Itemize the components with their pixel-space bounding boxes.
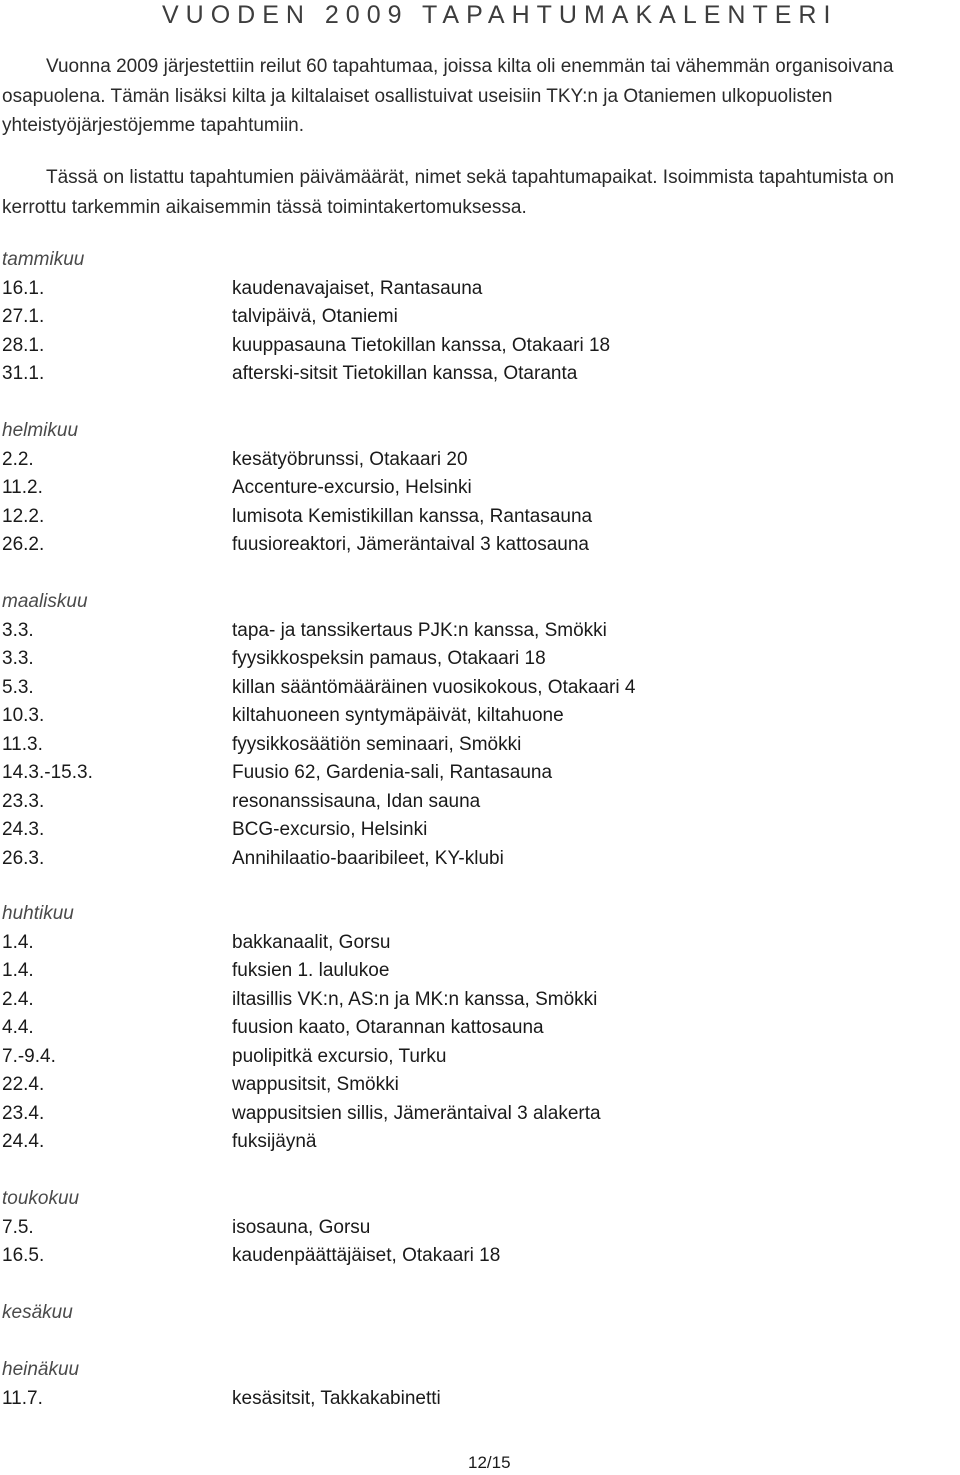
event-row [2,1385,952,1414]
event-row [2,986,952,1015]
event-description: Fuusio 62, Gardenia-sali, Rantasauna [232,762,553,783]
month-heading: maaliskuu [2,591,88,612]
month-heading: toukokuu [2,1188,80,1209]
event-date: 28.1. [2,334,45,356]
event-date: 27.1. [2,306,45,327]
event-row [2,446,952,475]
event-row [2,360,952,389]
event-description: resonanssisauna, Idan sauna [232,790,481,812]
event-description: wappusitsien sillis, Jämeräntaival 3 alakerta [232,1102,601,1124]
event-description: fuusion kaato, Otarannan kattosauna [232,1017,544,1038]
event-row [2,332,952,361]
event-row [2,474,952,503]
event-row [2,731,952,760]
event-date: 26.2. [2,534,45,555]
event-row [2,531,952,560]
event-row [2,816,952,845]
event-date: 3.3. [2,619,34,641]
event-description: kuuppasauna Tietokillan kanssa, Otakaari 18 [232,334,611,356]
event-date: 11.7. [2,1387,43,1409]
event-row [2,957,952,986]
event-row [2,788,952,817]
month-heading: kesäkuu [2,1302,73,1323]
event-description: fuusioreaktori, Jämeräntaival 3 kattosauna [232,534,589,555]
event-description: fyysikkosäätiön seminaari, Smökki [232,733,522,755]
event-date: 16.1. [2,277,45,299]
month-section [2,417,952,560]
event-row [2,303,952,332]
event-date: 3.3. [2,648,34,669]
event-row [2,645,952,674]
event-description: wappusitsit, Smökki [232,1074,399,1095]
event-row [2,759,952,788]
event-row [2,845,952,874]
event-row [2,1128,952,1157]
event-row [2,1100,952,1129]
event-description: iltasillis VK:n, AS:n ja MK:n kanssa, Smökki [232,988,598,1010]
event-description: kesäsitsit, Takkakabinetti [232,1387,441,1409]
event-row [2,1043,952,1072]
event-description: Accenture-excursio, Helsinki [232,477,472,498]
intro-paragraph: Vuonna 2009 järjestettiin reilut 60 tapahtumaa, joissa kilta oli enemmän tai vähemmän organisoivana osapuolena. Tämän lisäksi kilta ja kiltalaiset osallistuivat useisiin TKY:n ja Otaniemen ulkopuolisten yhteistyöjärjestöjemme tapahtumiin. [2,56,894,136]
event-description: bakkanaalit, Gorsu [232,931,391,953]
event-row [2,1014,952,1043]
event-date: 22.4. [2,1074,45,1095]
month-heading: heinäkuu [2,1359,80,1380]
event-description: kiltahuoneen syntymäpäivät, kiltahuone [232,705,564,726]
event-description: kesätyöbrunssi, Otakaari 20 [232,448,468,470]
event-date: 10.3. [2,705,45,726]
event-description: kaudenavajaiset, Rantasauna [232,277,483,299]
event-date: 1.4. [2,931,34,953]
event-date: 2.4. [2,988,34,1010]
event-date: 7.-9.4. [2,1045,56,1067]
event-date: 11.2. [2,477,43,498]
event-row [2,702,952,731]
event-description: puolipitkä excursio, Turku [232,1045,447,1067]
event-date: 26.3. [2,847,45,869]
month-section [2,588,952,873]
intro-paragraph: Tässä on listattu tapahtumien päivämäärät, nimet sekä tapahtumapaikat. Isoimmista tapahtumista on kerrottu tarkemmin aikaisemmin tässä toimintakertomuksessa. [2,167,895,218]
month-heading: helmikuu [2,420,79,441]
event-description: fuksien 1. laulukoe [232,960,390,981]
event-date: 31.1. [2,363,45,384]
month-heading: tammikuu [2,249,85,270]
page-number: 12/15 [468,1453,511,1472]
event-date: 23.4. [2,1102,45,1124]
event-row [2,1071,952,1100]
event-description: fuksijäynä [232,1131,317,1152]
month-section [2,246,952,389]
event-description: kaudenpäättäjäiset, Otakaari 18 [232,1245,501,1266]
event-row [2,1242,952,1271]
event-description: afterski-sitsit Tietokillan kanssa, Otaranta [232,363,578,384]
event-description: talvipäivä, Otaniemi [232,306,398,327]
event-row [2,1214,952,1243]
event-row [2,674,952,703]
page-title: VUODEN 2009 TAPAHTUMAKALENTERI [162,1,838,29]
event-date: 16.5. [2,1245,45,1266]
event-description: lumisota Kemistikillan kanssa, Rantasauna [232,505,593,527]
event-row [2,617,952,646]
event-date: 11.3. [2,733,43,755]
event-date: 7.5. [2,1216,34,1238]
event-date: 24.3. [2,819,45,840]
event-date: 5.3. [2,676,34,698]
event-description: isosauna, Gorsu [232,1216,371,1238]
event-date: 23.3. [2,790,45,812]
month-section [2,900,952,1157]
event-date: 12.2. [2,505,45,527]
event-date: 14.3.-15.3. [2,762,93,783]
month-section [2,1185,952,1271]
event-description: Annihilaatio-baaribileet, KY-klubi [232,847,504,869]
event-description: fyysikkospeksin pamaus, Otakaari 18 [232,648,546,669]
event-description: BCG-excursio, Helsinki [232,819,428,840]
event-description: tapa- ja tanssikertaus PJK:n kanssa, Smökki [232,619,607,641]
event-date: 4.4. [2,1017,34,1038]
event-row [2,275,952,304]
event-date: 24.4. [2,1131,45,1152]
event-date: 1.4. [2,960,34,981]
event-description: killan sääntömääräinen vuosikokous, Otakaari 4 [232,676,636,698]
event-row [2,929,952,958]
month-section [2,1299,952,1328]
event-date: 2.2. [2,448,34,470]
event-row [2,503,952,532]
month-section [2,1356,952,1413]
month-heading: huhtikuu [2,903,74,924]
